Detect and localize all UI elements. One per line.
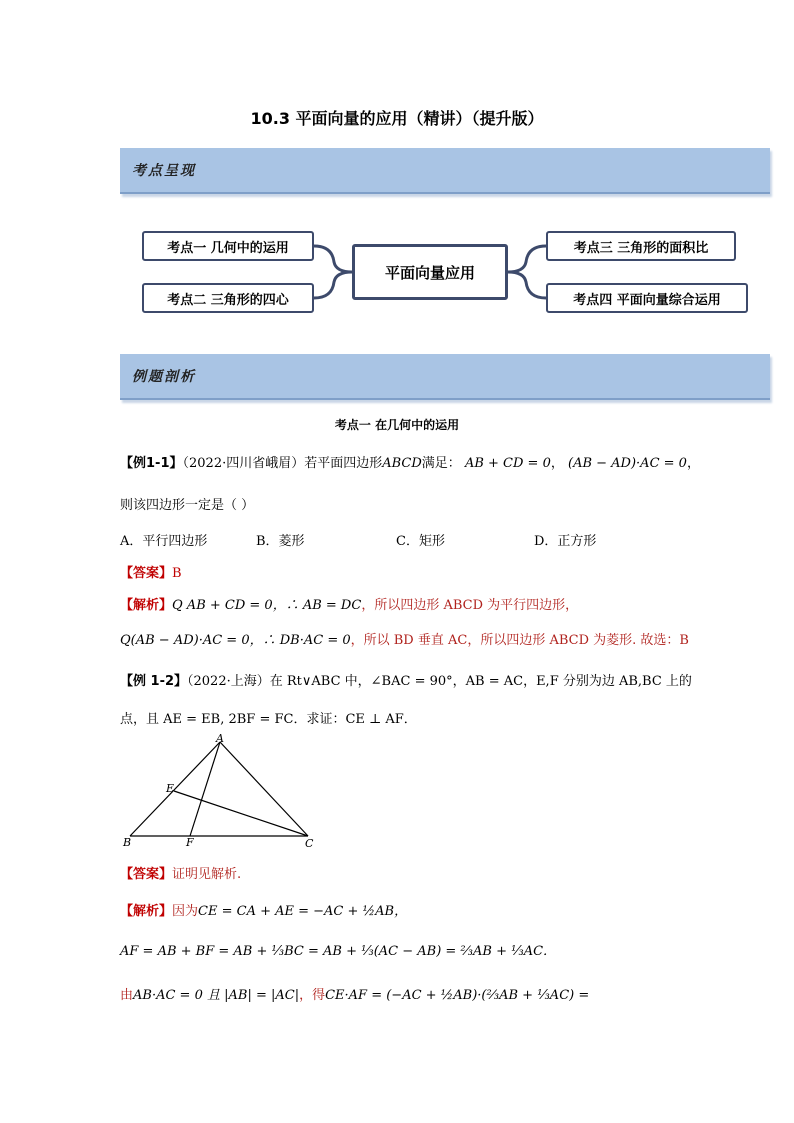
option-b: B．菱形 — [256, 534, 305, 549]
analysis-math: AB·AC = 0 且 |AB| = |AC| — [133, 988, 300, 1003]
analysis-text: ，得 — [299, 988, 326, 1003]
example-1-1-analysis-line-1 — [120, 594, 578, 613]
page-title: 10.3 平面向量的应用（精讲）（提升版） — [250, 109, 544, 128]
option-a: A．平行四边形 — [120, 534, 208, 549]
answer-tag: 【答案】 — [120, 566, 173, 581]
example-1-2-analysis-line-3 — [120, 984, 589, 1003]
analysis-math: Q AB + CD = 0，∴ AB = DC — [172, 598, 362, 613]
example-1-2-analysis-line-1 — [120, 900, 407, 919]
analysis-tag: 【解析】 — [120, 598, 173, 613]
option-c: C．矩形 — [396, 534, 445, 549]
band-label: 例题剖析 — [132, 369, 196, 385]
triangle-figure — [116, 734, 330, 850]
vector-condition-2: (AB − AD)·AC = 0 — [568, 456, 687, 471]
example-1-1-analysis-line-2 — [120, 629, 689, 648]
band-label: 考点呈现 — [132, 163, 196, 179]
mindmap-node-topic-1: 考点一 几何中的运用 — [142, 231, 314, 261]
stem-text: 在 Rt∨ABC 中，∠BAC = 90°，AB = AC，E,F 分别为边 AB,BC 上的 — [269, 674, 692, 689]
analysis-math: Q(AB − AD)·AC = 0，∴ DB·AC = 0 — [120, 633, 351, 648]
example-1-1-stem: 【例1-1】（2022·四川省峨眉）若平面四边形ABCD满足： AB + CD = 0， (AB − AD)·AC = 0， — [120, 456, 700, 471]
example-1-1-options — [120, 530, 596, 549]
analysis-text: 因为 — [172, 904, 199, 919]
example-1-2-stem-1 — [120, 670, 692, 689]
answer-tag: 【答案】 — [120, 867, 173, 882]
stem-text: 若平面四边形 — [304, 456, 383, 471]
mindmap-center-node: 平面向量应用 — [352, 244, 508, 300]
example-source: （2022·四川省峨眉） — [182, 456, 305, 471]
quad-name: ABCD — [382, 456, 422, 471]
vertex-label-b: B — [123, 836, 132, 849]
analysis-tag: 【解析】 — [120, 904, 173, 919]
analysis-text: ，所以四边形 ABCD 为平行四边形， — [361, 598, 579, 613]
example-source: （2022·上海） — [187, 674, 270, 689]
example-tag: 【例 1-2】 — [120, 674, 188, 689]
analysis-math: AF = AB + BF = AB + ⅓BC = AB + ⅓(AC − AB) = ⅔AB + ⅓AC． — [120, 944, 557, 959]
mindmap-node-topic-3: 考点三 三角形的面积比 — [546, 231, 736, 261]
analysis-math: CE·AF = (−AC + ½AB)·(⅔AB + ⅓AC) = — [325, 988, 590, 1003]
section-band-examples — [120, 354, 770, 400]
example-1-2-answer — [120, 863, 241, 882]
stem-text: 满足： — [421, 456, 461, 471]
example-1-2-analysis-line-2 — [120, 940, 556, 959]
vertex-label-f: F — [186, 836, 194, 849]
option-d: D．正方形 — [534, 534, 597, 549]
answer-value: B — [172, 566, 182, 581]
vertex-label-c: C — [305, 837, 314, 850]
answer-value: 证明见解析. — [172, 867, 242, 882]
section-heading: 考点一 在几何中的运用 — [334, 418, 460, 432]
example-1-1-question: 则该四边形一定是（ ） — [120, 498, 255, 513]
vertex-label-a: A — [216, 734, 224, 745]
mindmap-node-topic-2: 考点二 三角形的四心 — [142, 283, 314, 313]
vector-condition-1: AB + CD = 0 — [464, 456, 551, 471]
analysis-text: ，所以 BD 垂直 AC，所以四边形 ABCD 为菱形. 故选：B — [350, 633, 689, 648]
example-1-2-stem-2: 点，且 AE = EB, 2BF = FC．求证：CE ⊥ AF． — [120, 712, 417, 727]
vertex-label-e: E — [166, 782, 175, 795]
example-tag: 【例1-1】 — [120, 456, 183, 471]
analysis-math: CE = CA + AE = −AC + ½AB， — [198, 904, 408, 919]
example-1-1-answer — [120, 562, 182, 581]
mindmap-node-topic-4: 考点四 平面向量综合运用 — [546, 283, 748, 313]
analysis-text: 由 — [120, 988, 134, 1003]
